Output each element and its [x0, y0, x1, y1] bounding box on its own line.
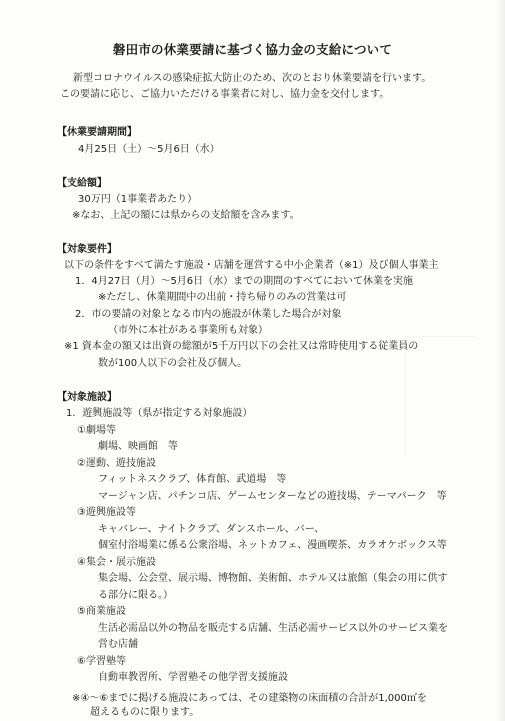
facilities-final-note-b: 超えるものに限ります。	[90, 707, 200, 718]
facilities-final-note-a: ※④～⑥までに掲げる施設にあっては、その建築物の床面積の合計が1,000㎡を	[72, 693, 427, 704]
period-heading: 【休業要請期間】	[57, 127, 137, 138]
requirements-footnote-1b: 数が100人以下の会社及び個人。	[98, 358, 248, 369]
facility-category-5-items-a: 生活必需品以外の物品を販売する店舗、生活必需サービス以外のサービス業を	[98, 623, 448, 634]
facilities-lead: 1．遊興施設等（県が指定する対象施設）	[66, 408, 253, 419]
facility-category-5-items-b: 営む店舗	[98, 639, 138, 650]
requirements-item-2-note: （市外に本社がある事業所も対象）	[108, 325, 268, 336]
facility-category-6: ⑥学習塾等	[77, 656, 126, 667]
document-title: 磐田市の休業要請に基づく協力金の支給について	[112, 42, 393, 57]
facility-category-3-items-a: キャバレー、ナイトクラブ、ダンスホール、バー、	[98, 524, 325, 535]
amount-text: 30万円（1事業者あたり）	[78, 194, 198, 205]
facility-category-3-items-b: 個室付浴場業に係る公衆浴場、ネットカフェ、漫画喫茶、カラオケボックス等	[98, 540, 447, 551]
scan-bleed-through	[405, 336, 476, 457]
requirements-heading: 【対象要件】	[57, 244, 117, 255]
facility-category-2: ②運動、遊技施設	[77, 458, 156, 469]
facility-category-1-items: 劇場、映画館 等	[98, 441, 178, 452]
facility-category-4-items-a: 集会場、公会堂、展示場、博物館、美術館、ホテル又は旅館（集会の用に供す	[98, 573, 448, 584]
facility-category-6-items: 自動車教習所、学習塾その他学習支援施設	[98, 672, 288, 683]
amount-heading: 【支給額】	[57, 178, 107, 189]
facility-category-4-items-b: る部分に限る。）	[98, 590, 173, 601]
requirements-lead: 以下の条件をすべて満たす施設・店舗を運営する中小企業者（※1）及び個人事業主	[64, 260, 439, 271]
requirements-item-2: 2．市の要請の対象となる市内の施設が休業した場合が対象	[75, 309, 342, 320]
facility-category-5: ⑤商業施設	[77, 606, 126, 617]
facility-category-3: ③遊興施設等	[77, 507, 136, 518]
facility-category-4: ④集会・展示施設	[77, 557, 156, 568]
facility-category-2-items-a: フィットネスクラブ、体育館、武道場 等	[98, 474, 287, 485]
amount-note: ※なお、上記の額には県からの支給額を含みます。	[72, 210, 300, 221]
intro-line-1: 新型コロナウイルスの感染症拡大防止のため、次のとおり休業要請を行います。	[73, 73, 432, 84]
facilities-heading: 【対象施設】	[57, 392, 117, 403]
requirements-item-1: 1．4月27日（月）～5月6日（水）までの期間のすべてにおいて休業を実施	[75, 276, 413, 287]
requirements-footnote-1a: ※1 資本金の額又は出資の総額が5千万円以下の会社又は常時使用する従業員の	[64, 341, 419, 352]
facility-category-1: ①劇場等	[77, 425, 116, 436]
intro-line-2: この要請に応じ、ご協力いただける事業者に対し、協力金を交付します。	[60, 89, 390, 100]
period-text: 4月25日（土）～5月6日（水）	[78, 144, 220, 155]
facility-category-2-items-b: マージャン店、パチンコ店、ゲームセンターなどの遊技場、テーマパーク 等	[98, 491, 447, 502]
requirements-item-1-note: ※ただし、休業期間中の出前・持ち帰りのみの営業は可	[98, 292, 347, 303]
scan-edge-shadow	[497, 0, 505, 721]
